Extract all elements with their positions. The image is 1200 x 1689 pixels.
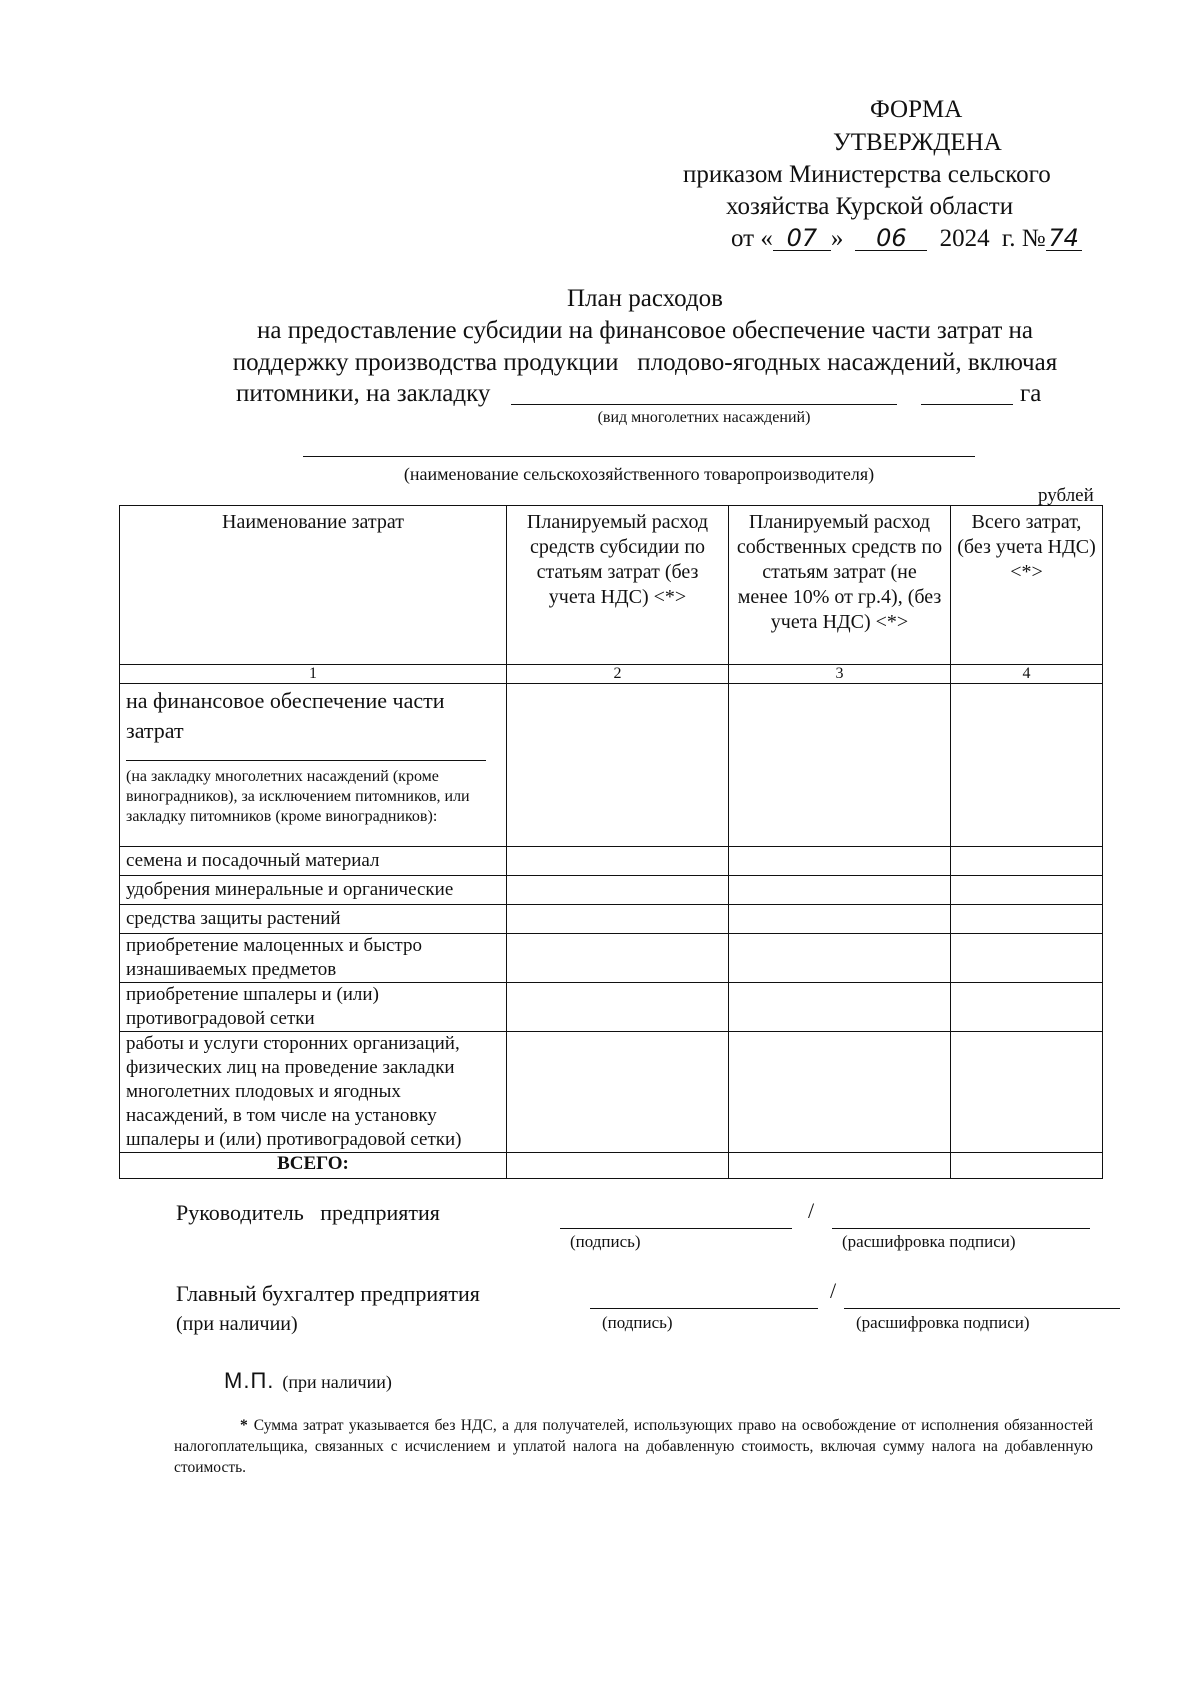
title-line-4: питомники, на закладку (236, 380, 491, 407)
footnote (174, 1415, 1093, 1478)
stamp-line (224, 1368, 392, 1394)
head-decode-line[interactable] (832, 1228, 1090, 1229)
cell-value[interactable] (507, 1032, 729, 1153)
table-row-label: семена и посадочный материал (120, 847, 507, 876)
header-total: Всего затрат, (без учета НДС) <*> (951, 506, 1103, 665)
cell-value[interactable] (951, 684, 1103, 847)
cell-value[interactable] (729, 847, 951, 876)
date-quote: » (830, 225, 844, 252)
cell-value[interactable] (951, 1153, 1103, 1179)
cell-value[interactable] (729, 684, 951, 847)
table-row-first (120, 684, 507, 847)
accountant-if-any: (при наличии) (176, 1313, 298, 1335)
approval-date-line (731, 224, 1082, 254)
head-signature-hint: (подпись) (570, 1232, 641, 1251)
accountant-signature-hint: (подпись) (602, 1313, 673, 1332)
first-row-note: (на закладку многолетних насаждений (кроме виноградников), за исключением питомников, или закладку питомников (кроме виноградников): (126, 768, 470, 825)
form-label: ФОРМА (870, 96, 963, 123)
footnote-mark: * (240, 1417, 248, 1434)
plantings-blank (511, 404, 897, 405)
col-number: 3 (729, 665, 951, 684)
cell-value[interactable] (729, 1032, 951, 1153)
cell-value[interactable] (507, 847, 729, 876)
currency-label: рублей (1038, 485, 1094, 506)
total-label: ВСЕГО: (120, 1153, 507, 1179)
title-line-1: План расходов (567, 285, 723, 312)
col-number: 1 (120, 665, 507, 684)
cell-value[interactable] (951, 1032, 1103, 1153)
table-row-label: работы и услуги сторонних организаций, физических лиц на проведение закладки многолетних плодовых и ягодных насаждений, в том числе на установку шпалеры и (или) противоградовой сетки) (120, 1032, 507, 1153)
stamp-if-any: (при наличии) (282, 1372, 392, 1392)
col-number: 2 (507, 665, 729, 684)
producer-blank (303, 456, 975, 457)
cell-value[interactable] (951, 876, 1103, 905)
day-value: 07 (773, 226, 831, 251)
cost-table (119, 505, 1103, 1179)
approval-line-2: хозяйства Курской области (726, 193, 1014, 220)
cell-value[interactable] (507, 934, 729, 983)
first-row-underline (126, 760, 486, 761)
cell-value[interactable] (729, 905, 951, 934)
col-number: 4 (951, 665, 1103, 684)
cell-value[interactable] (507, 876, 729, 905)
cell-value[interactable] (951, 983, 1103, 1032)
plantings-hint: (вид многолетних насаждений) (597, 409, 811, 426)
order-number-value: 74 (1046, 226, 1082, 251)
accountant-decode-line[interactable] (844, 1308, 1120, 1309)
cell-value[interactable] (507, 983, 729, 1032)
head-slash: / (808, 1198, 815, 1223)
accountant-slash: / (830, 1278, 837, 1303)
month-value: 06 (855, 226, 927, 251)
cell-value[interactable] (951, 847, 1103, 876)
year-value: 2024 (939, 225, 990, 252)
table-row-label: удобрения минеральные и органические (120, 876, 507, 905)
title-line-2: на предоставление субсидии на финансовое обеспечение части затрат на (257, 317, 1033, 344)
table-row-label: приобретение шпалеры и (или) противоградовой сетки (120, 983, 507, 1032)
header-subsidy: Планируемый расход средств субсидии по статьям затрат (без учета НДС) <*> (507, 506, 729, 665)
cell-value[interactable] (507, 1153, 729, 1179)
header-cost-name: Наименование затрат (120, 506, 507, 665)
first-row-main: на финансовое обеспечение части затрат (126, 688, 445, 743)
cell-value[interactable] (729, 983, 951, 1032)
cell-value[interactable] (951, 934, 1103, 983)
accountant-signature-line[interactable] (590, 1308, 818, 1309)
approval-line-1: приказом Министерства сельского (683, 161, 1051, 188)
title-line-3: поддержку производства продукции плодово-ягодных насаждений, включая (232, 349, 1058, 376)
cell-value[interactable] (507, 684, 729, 847)
table-row-label: средства защиты растений (120, 905, 507, 934)
head-decode-hint: (расшифровка подписи) (842, 1232, 1016, 1251)
date-prefix: от « (731, 225, 773, 252)
cell-value[interactable] (729, 876, 951, 905)
accountant-decode-hint: (расшифровка подписи) (856, 1313, 1030, 1332)
footnote-text: Сумма затрат указывается без НДС, а для получателей, использующих право на освобождение от исполнения обязанностей налогоплательщика, связанных с исчислением и уплатой налога на добавленную стоимость, включая сумму налога на добавленную стоимость. (174, 1417, 1093, 1476)
unit-ha: га (1020, 380, 1042, 407)
producer-hint: (наименование сельскохозяйственного товаропроизводителя) (403, 464, 875, 484)
approved-label: УТВЕРЖДЕНА (833, 129, 1002, 156)
order-number-label: г. № (1001, 225, 1046, 252)
area-blank (921, 404, 1013, 405)
accountant-label: Главный бухгалтер предприятия (176, 1281, 480, 1306)
stamp-label: М.П. (224, 1368, 275, 1393)
head-label: Руководитель предприятия (176, 1200, 440, 1225)
table-row-label: приобретение малоценных и быстро изнашиваемых предметов (120, 934, 507, 983)
cell-value[interactable] (729, 934, 951, 983)
cell-value[interactable] (951, 905, 1103, 934)
head-signature-line[interactable] (560, 1228, 792, 1229)
cell-value[interactable] (729, 1153, 951, 1179)
header-own-funds: Планируемый расход собственных средств по статьям затрат (не менее 10% от гр.4), (без учета НДС) <*> (729, 506, 951, 665)
cell-value[interactable] (507, 905, 729, 934)
